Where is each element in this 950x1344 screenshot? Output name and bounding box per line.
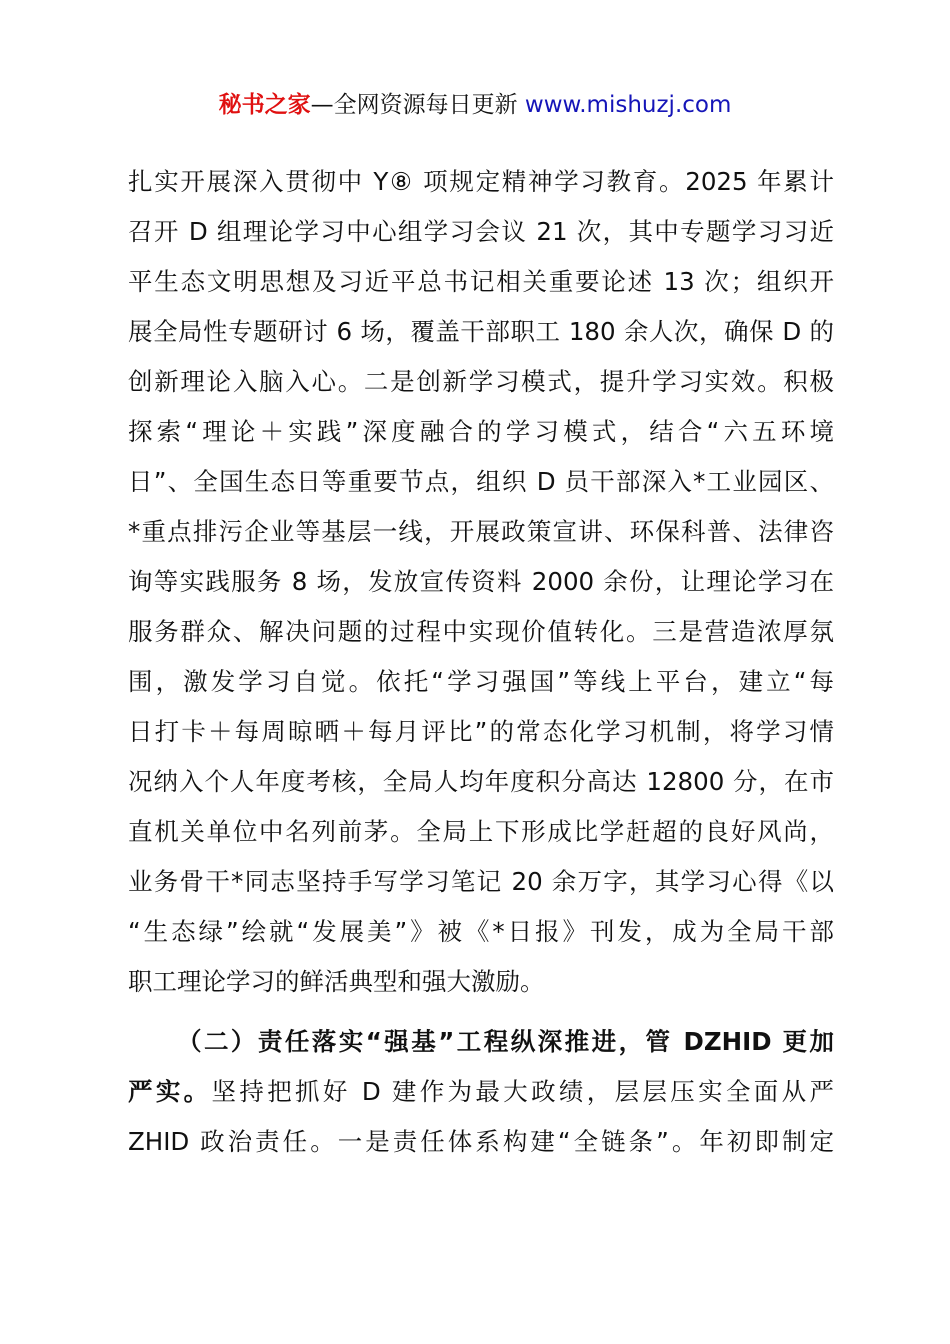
paragraph-line: 探索“理论＋实践”深度融合的学习模式，结合“六五环境 <box>128 417 834 446</box>
header-tagline: —全网资源每日更新 <box>310 92 518 118</box>
site-url-link[interactable]: www.mishuzj.com <box>524 92 732 118</box>
paragraph-line: 创新理论入脑入心。二是创新学习模式，提升学习实效。积极 <box>128 367 834 396</box>
paragraph-line: 况纳入个人年度考核，全局人均年度积分高达 12800 分，在市 <box>128 767 834 796</box>
paragraph-line: “生态绿”绘就“发展美”》被《*日报》刊发，成为全局干部 <box>128 917 834 946</box>
section-heading: （二）责任落实“强基”工程纵深推进，管 DZHID 更加 <box>177 1027 834 1056</box>
section-heading-end: 严实。 <box>128 1077 212 1106</box>
paragraph-text: 坚持把抓好 D 建作为最大政绩，层层压实全面从严 <box>211 1077 834 1106</box>
paragraph-line: 展全局性专题研讨 6 场，覆盖干部职工 180 余人次，确保 D 的 <box>128 317 834 346</box>
paragraph-line: 召开 D 组理论学习中心组学习会议 21 次，其中专题学习习近 <box>128 217 834 246</box>
paragraph-line: ZHID 政治责任。一是责任体系构建“全链条”。年初即制定 <box>128 1127 834 1156</box>
brand-name: 秘书之家 <box>218 92 311 118</box>
paragraph-line: 业务骨干*同志坚持手写学习笔记 20 余万字，其学习心得《以 <box>128 867 834 896</box>
paragraph-line: 服务群众、解决问题的过程中实现价值转化。三是营造浓厚氛 <box>128 617 834 646</box>
paragraph-line: 日”、全国生态日等重要节点，组织 D 员干部深入*工业园区、 <box>128 467 834 496</box>
page-header <box>0 88 950 122</box>
paragraph-line: 直机关单位中名列前茅。全局上下形成比学赶超的良好风尚， <box>128 817 834 846</box>
paragraph-line: 职工理论学习的鲜活典型和强大激励。 <box>128 967 545 996</box>
paragraph-line: 询等实践服务 8 场，发放宣传资料 2000 余份，让理论学习在 <box>128 567 834 596</box>
paragraph-line <box>128 1067 834 1117</box>
paragraph-line: 围，激发学习自觉。依托“学习强国”等线上平台，建立“每 <box>128 667 834 696</box>
paragraph-line: *重点排污企业等基层一线，开展政策宣讲、环保科普、法律咨 <box>128 517 834 546</box>
paragraph-line: 扎实开展深入贯彻中 Y⑧ 项规定精神学习教育。2025 年累计 <box>128 167 834 196</box>
paragraph-line: 日打卡＋每周晾晒＋每月评比”的常态化学习机制，将学习情 <box>128 717 834 746</box>
document-body <box>128 157 834 1167</box>
paragraph-line: 平生态文明思想及习近平总书记相关重要论述 13 次；组织开 <box>128 267 834 296</box>
